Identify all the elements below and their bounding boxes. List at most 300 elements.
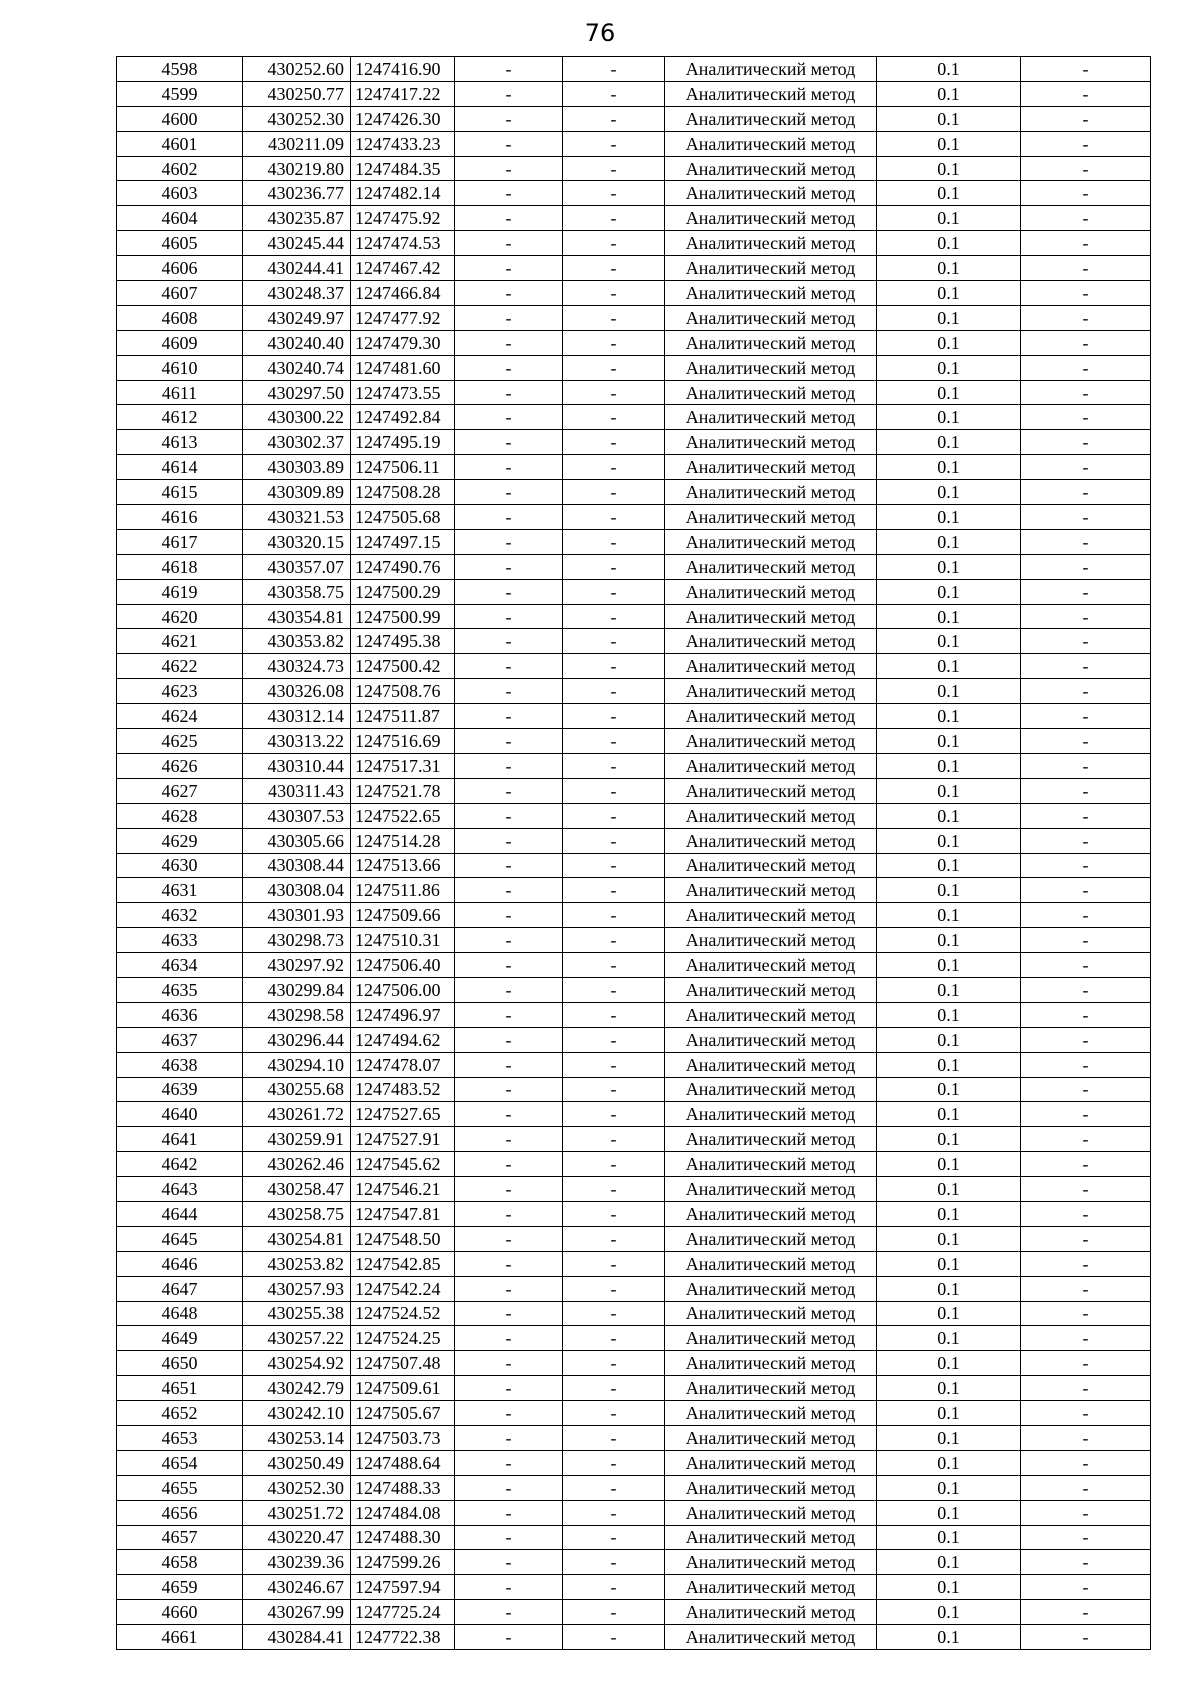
table-row bbox=[117, 1376, 1151, 1401]
dash-cell-2: - bbox=[563, 753, 665, 778]
dash-cell-2: - bbox=[563, 1027, 665, 1052]
dash-cell-2: - bbox=[563, 1575, 665, 1600]
coord-y: 1247482.14 bbox=[351, 181, 455, 206]
table-row bbox=[117, 405, 1151, 430]
table-row bbox=[117, 1102, 1151, 1127]
dash-cell-1: - bbox=[455, 505, 563, 530]
dash-cell-3: - bbox=[1021, 231, 1151, 256]
point-number: 4614 bbox=[117, 455, 243, 480]
dash-cell-1: - bbox=[455, 256, 563, 281]
coord-x: 430235.87 bbox=[243, 206, 351, 231]
table-row bbox=[117, 1276, 1151, 1301]
method-cell: Аналитический метод bbox=[665, 1102, 877, 1127]
dash-cell-1: - bbox=[455, 1052, 563, 1077]
coord-y: 1247511.86 bbox=[351, 878, 455, 903]
dash-cell-2: - bbox=[563, 1600, 665, 1625]
dash-cell-2: - bbox=[563, 1177, 665, 1202]
method-cell: Аналитический метод bbox=[665, 1351, 877, 1376]
coord-y: 1247521.78 bbox=[351, 778, 455, 803]
dash-cell-3: - bbox=[1021, 1450, 1151, 1475]
coord-y: 1247506.40 bbox=[351, 953, 455, 978]
dash-cell-3: - bbox=[1021, 1401, 1151, 1426]
method-cell: Аналитический метод bbox=[665, 1027, 877, 1052]
point-number: 4631 bbox=[117, 878, 243, 903]
dash-cell-3: - bbox=[1021, 405, 1151, 430]
coord-y: 1247547.81 bbox=[351, 1201, 455, 1226]
dash-cell-1: - bbox=[455, 380, 563, 405]
accuracy-cell: 0.1 bbox=[877, 1152, 1021, 1177]
coord-x: 430311.43 bbox=[243, 778, 351, 803]
point-number: 4605 bbox=[117, 231, 243, 256]
table-row bbox=[117, 1027, 1151, 1052]
method-cell: Аналитический метод bbox=[665, 1450, 877, 1475]
point-number: 4619 bbox=[117, 579, 243, 604]
dash-cell-2: - bbox=[563, 256, 665, 281]
dash-cell-2: - bbox=[563, 1326, 665, 1351]
coord-y: 1247497.15 bbox=[351, 529, 455, 554]
point-number: 4604 bbox=[117, 206, 243, 231]
table-row bbox=[117, 1450, 1151, 1475]
dash-cell-2: - bbox=[563, 1401, 665, 1426]
point-number: 4613 bbox=[117, 430, 243, 455]
point-number: 4630 bbox=[117, 853, 243, 878]
dash-cell-1: - bbox=[455, 231, 563, 256]
table-row bbox=[117, 1425, 1151, 1450]
coord-y: 1247507.48 bbox=[351, 1351, 455, 1376]
dash-cell-3: - bbox=[1021, 1177, 1151, 1202]
table-row bbox=[117, 903, 1151, 928]
dash-cell-2: - bbox=[563, 106, 665, 131]
dash-cell-1: - bbox=[455, 579, 563, 604]
accuracy-cell: 0.1 bbox=[877, 1052, 1021, 1077]
coord-y: 1247466.84 bbox=[351, 281, 455, 306]
coord-x: 430297.92 bbox=[243, 953, 351, 978]
dash-cell-3: - bbox=[1021, 355, 1151, 380]
point-number: 4620 bbox=[117, 604, 243, 629]
dash-cell-3: - bbox=[1021, 1052, 1151, 1077]
dash-cell-1: - bbox=[455, 604, 563, 629]
coord-x: 430296.44 bbox=[243, 1027, 351, 1052]
dash-cell-3: - bbox=[1021, 1351, 1151, 1376]
point-number: 4637 bbox=[117, 1027, 243, 1052]
accuracy-cell: 0.1 bbox=[877, 1475, 1021, 1500]
accuracy-cell: 0.1 bbox=[877, 1326, 1021, 1351]
method-cell: Аналитический метод bbox=[665, 1575, 877, 1600]
dash-cell-1: - bbox=[455, 953, 563, 978]
dash-cell-1: - bbox=[455, 455, 563, 480]
dash-cell-3: - bbox=[1021, 1475, 1151, 1500]
table-row bbox=[117, 106, 1151, 131]
method-cell: Аналитический метод bbox=[665, 1152, 877, 1177]
accuracy-cell: 0.1 bbox=[877, 330, 1021, 355]
dash-cell-3: - bbox=[1021, 903, 1151, 928]
coord-y: 1247505.67 bbox=[351, 1401, 455, 1426]
coord-x: 430261.72 bbox=[243, 1102, 351, 1127]
method-cell: Аналитический метод bbox=[665, 480, 877, 505]
dash-cell-1: - bbox=[455, 753, 563, 778]
point-number: 4629 bbox=[117, 828, 243, 853]
coord-y: 1247522.65 bbox=[351, 803, 455, 828]
coord-y: 1247508.76 bbox=[351, 679, 455, 704]
accuracy-cell: 0.1 bbox=[877, 430, 1021, 455]
method-cell: Аналитический метод bbox=[665, 430, 877, 455]
point-number: 4628 bbox=[117, 803, 243, 828]
table-row bbox=[117, 1077, 1151, 1102]
coord-x: 430253.82 bbox=[243, 1251, 351, 1276]
point-number: 4658 bbox=[117, 1550, 243, 1575]
table-row bbox=[117, 1475, 1151, 1500]
coord-x: 430259.91 bbox=[243, 1127, 351, 1152]
coord-y: 1247516.69 bbox=[351, 729, 455, 754]
coord-y: 1247500.99 bbox=[351, 604, 455, 629]
point-number: 4634 bbox=[117, 953, 243, 978]
dash-cell-3: - bbox=[1021, 455, 1151, 480]
table-row bbox=[117, 928, 1151, 953]
accuracy-cell: 0.1 bbox=[877, 579, 1021, 604]
coord-x: 430297.50 bbox=[243, 380, 351, 405]
point-number: 4660 bbox=[117, 1600, 243, 1625]
coord-x: 430242.10 bbox=[243, 1401, 351, 1426]
table-row bbox=[117, 131, 1151, 156]
dash-cell-1: - bbox=[455, 480, 563, 505]
dash-cell-1: - bbox=[455, 1450, 563, 1475]
coord-y: 1247477.92 bbox=[351, 305, 455, 330]
coord-y: 1247416.90 bbox=[351, 57, 455, 82]
coord-x: 430298.58 bbox=[243, 1002, 351, 1027]
table-row bbox=[117, 828, 1151, 853]
dash-cell-3: - bbox=[1021, 1102, 1151, 1127]
coord-x: 430244.41 bbox=[243, 256, 351, 281]
method-cell: Аналитический метод bbox=[665, 455, 877, 480]
dash-cell-1: - bbox=[455, 704, 563, 729]
coord-y: 1247527.91 bbox=[351, 1127, 455, 1152]
coord-y: 1247509.66 bbox=[351, 903, 455, 928]
method-cell: Аналитический метод bbox=[665, 57, 877, 82]
page-number: 76 bbox=[584, 19, 616, 47]
dash-cell-3: - bbox=[1021, 953, 1151, 978]
method-cell: Аналитический метод bbox=[665, 231, 877, 256]
table-row bbox=[117, 853, 1151, 878]
dash-cell-1: - bbox=[455, 281, 563, 306]
dash-cell-3: - bbox=[1021, 430, 1151, 455]
dash-cell-3: - bbox=[1021, 778, 1151, 803]
dash-cell-1: - bbox=[455, 853, 563, 878]
coord-x: 430308.44 bbox=[243, 853, 351, 878]
dash-cell-3: - bbox=[1021, 480, 1151, 505]
table-row bbox=[117, 281, 1151, 306]
coord-y: 1247492.84 bbox=[351, 405, 455, 430]
coord-x: 430220.47 bbox=[243, 1525, 351, 1550]
coord-y: 1247722.38 bbox=[351, 1625, 455, 1650]
table-row bbox=[117, 1251, 1151, 1276]
coord-x: 430257.22 bbox=[243, 1326, 351, 1351]
dash-cell-3: - bbox=[1021, 753, 1151, 778]
accuracy-cell: 0.1 bbox=[877, 1027, 1021, 1052]
table-row bbox=[117, 1351, 1151, 1376]
coord-x: 430252.30 bbox=[243, 1475, 351, 1500]
dash-cell-1: - bbox=[455, 156, 563, 181]
dash-cell-2: - bbox=[563, 231, 665, 256]
accuracy-cell: 0.1 bbox=[877, 1077, 1021, 1102]
coord-x: 430307.53 bbox=[243, 803, 351, 828]
dash-cell-2: - bbox=[563, 1226, 665, 1251]
coord-y: 1247517.31 bbox=[351, 753, 455, 778]
method-cell: Аналитический метод bbox=[665, 878, 877, 903]
point-number: 4621 bbox=[117, 629, 243, 654]
coord-x: 430298.73 bbox=[243, 928, 351, 953]
dash-cell-3: - bbox=[1021, 604, 1151, 629]
dash-cell-2: - bbox=[563, 579, 665, 604]
dash-cell-3: - bbox=[1021, 1002, 1151, 1027]
dash-cell-3: - bbox=[1021, 281, 1151, 306]
coord-y: 1247484.08 bbox=[351, 1500, 455, 1525]
dash-cell-1: - bbox=[455, 1575, 563, 1600]
accuracy-cell: 0.1 bbox=[877, 1550, 1021, 1575]
table-row bbox=[117, 181, 1151, 206]
method-cell: Аналитический метод bbox=[665, 1475, 877, 1500]
method-cell: Аналитический метод bbox=[665, 1326, 877, 1351]
coord-x: 430258.75 bbox=[243, 1201, 351, 1226]
coord-y: 1247505.68 bbox=[351, 505, 455, 530]
point-number: 4603 bbox=[117, 181, 243, 206]
dash-cell-2: - bbox=[563, 1052, 665, 1077]
dash-cell-1: - bbox=[455, 1177, 563, 1202]
dash-cell-2: - bbox=[563, 505, 665, 530]
dash-cell-2: - bbox=[563, 1251, 665, 1276]
dash-cell-2: - bbox=[563, 928, 665, 953]
point-number: 4608 bbox=[117, 305, 243, 330]
dash-cell-3: - bbox=[1021, 81, 1151, 106]
coord-x: 430321.53 bbox=[243, 505, 351, 530]
coord-y: 1247509.61 bbox=[351, 1376, 455, 1401]
dash-cell-1: - bbox=[455, 1475, 563, 1500]
coord-y: 1247524.25 bbox=[351, 1326, 455, 1351]
accuracy-cell: 0.1 bbox=[877, 1301, 1021, 1326]
point-number: 4615 bbox=[117, 480, 243, 505]
coord-x: 430301.93 bbox=[243, 903, 351, 928]
coord-x: 430326.08 bbox=[243, 679, 351, 704]
dash-cell-3: - bbox=[1021, 181, 1151, 206]
dash-cell-1: - bbox=[455, 977, 563, 1002]
coord-x: 430303.89 bbox=[243, 455, 351, 480]
accuracy-cell: 0.1 bbox=[877, 305, 1021, 330]
coord-y: 1247488.30 bbox=[351, 1525, 455, 1550]
dash-cell-2: - bbox=[563, 554, 665, 579]
method-cell: Аналитический метод bbox=[665, 206, 877, 231]
coord-x: 430251.72 bbox=[243, 1500, 351, 1525]
accuracy-cell: 0.1 bbox=[877, 928, 1021, 953]
dash-cell-1: - bbox=[455, 1251, 563, 1276]
accuracy-cell: 0.1 bbox=[877, 554, 1021, 579]
coord-x: 430242.79 bbox=[243, 1376, 351, 1401]
table-row bbox=[117, 729, 1151, 754]
method-cell: Аналитический метод bbox=[665, 1127, 877, 1152]
method-cell: Аналитический метод bbox=[665, 803, 877, 828]
point-number: 4626 bbox=[117, 753, 243, 778]
coordinates-table bbox=[116, 56, 1151, 1650]
coord-x: 430267.99 bbox=[243, 1600, 351, 1625]
dash-cell-3: - bbox=[1021, 1152, 1151, 1177]
dash-cell-2: - bbox=[563, 903, 665, 928]
accuracy-cell: 0.1 bbox=[877, 256, 1021, 281]
method-cell: Аналитический метод bbox=[665, 1052, 877, 1077]
point-number: 4616 bbox=[117, 505, 243, 530]
point-number: 4618 bbox=[117, 554, 243, 579]
point-number: 4633 bbox=[117, 928, 243, 953]
point-number: 4610 bbox=[117, 355, 243, 380]
dash-cell-3: - bbox=[1021, 704, 1151, 729]
point-number: 4599 bbox=[117, 81, 243, 106]
coord-y: 1247494.62 bbox=[351, 1027, 455, 1052]
dash-cell-1: - bbox=[455, 1525, 563, 1550]
dash-cell-3: - bbox=[1021, 57, 1151, 82]
point-number: 4632 bbox=[117, 903, 243, 928]
table-row bbox=[117, 604, 1151, 629]
dash-cell-2: - bbox=[563, 629, 665, 654]
dash-cell-3: - bbox=[1021, 1226, 1151, 1251]
method-cell: Аналитический метод bbox=[665, 1425, 877, 1450]
dash-cell-1: - bbox=[455, 405, 563, 430]
dash-cell-1: - bbox=[455, 1201, 563, 1226]
coord-x: 430302.37 bbox=[243, 430, 351, 455]
coord-x: 430305.66 bbox=[243, 828, 351, 853]
coord-x: 430299.84 bbox=[243, 977, 351, 1002]
coord-y: 1247508.28 bbox=[351, 480, 455, 505]
table-row bbox=[117, 231, 1151, 256]
dash-cell-2: - bbox=[563, 380, 665, 405]
accuracy-cell: 0.1 bbox=[877, 953, 1021, 978]
dash-cell-3: - bbox=[1021, 1625, 1151, 1650]
method-cell: Аналитический метод bbox=[665, 305, 877, 330]
coord-x: 430254.92 bbox=[243, 1351, 351, 1376]
point-number: 4659 bbox=[117, 1575, 243, 1600]
dash-cell-2: - bbox=[563, 1625, 665, 1650]
method-cell: Аналитический метод bbox=[665, 778, 877, 803]
dash-cell-1: - bbox=[455, 1326, 563, 1351]
accuracy-cell: 0.1 bbox=[877, 231, 1021, 256]
coord-y: 1247542.24 bbox=[351, 1276, 455, 1301]
coord-x: 430248.37 bbox=[243, 281, 351, 306]
dash-cell-2: - bbox=[563, 57, 665, 82]
dash-cell-3: - bbox=[1021, 505, 1151, 530]
table-row bbox=[117, 654, 1151, 679]
table-row bbox=[117, 1152, 1151, 1177]
coord-x: 430324.73 bbox=[243, 654, 351, 679]
dash-cell-2: - bbox=[563, 704, 665, 729]
dash-cell-1: - bbox=[455, 1226, 563, 1251]
dash-cell-2: - bbox=[563, 1002, 665, 1027]
table-row bbox=[117, 1127, 1151, 1152]
coord-x: 430255.68 bbox=[243, 1077, 351, 1102]
point-number: 4600 bbox=[117, 106, 243, 131]
table-row bbox=[117, 977, 1151, 1002]
coord-y: 1247478.07 bbox=[351, 1052, 455, 1077]
dash-cell-3: - bbox=[1021, 1326, 1151, 1351]
dash-cell-3: - bbox=[1021, 729, 1151, 754]
coord-y: 1247548.50 bbox=[351, 1226, 455, 1251]
table-row bbox=[117, 1525, 1151, 1550]
dash-cell-3: - bbox=[1021, 928, 1151, 953]
table-row bbox=[117, 1226, 1151, 1251]
method-cell: Аналитический метод bbox=[665, 1002, 877, 1027]
coord-x: 430312.14 bbox=[243, 704, 351, 729]
table-row bbox=[117, 505, 1151, 530]
coord-y: 1247433.23 bbox=[351, 131, 455, 156]
method-cell: Аналитический метод bbox=[665, 828, 877, 853]
point-number: 4636 bbox=[117, 1002, 243, 1027]
coord-x: 430240.74 bbox=[243, 355, 351, 380]
coord-y: 1247475.92 bbox=[351, 206, 455, 231]
method-cell: Аналитический метод bbox=[665, 1077, 877, 1102]
method-cell: Аналитический метод bbox=[665, 928, 877, 953]
accuracy-cell: 0.1 bbox=[877, 1226, 1021, 1251]
coord-y: 1247495.38 bbox=[351, 629, 455, 654]
accuracy-cell: 0.1 bbox=[877, 106, 1021, 131]
dash-cell-1: - bbox=[455, 131, 563, 156]
coord-y: 1247496.97 bbox=[351, 1002, 455, 1027]
coord-x: 430358.75 bbox=[243, 579, 351, 604]
dash-cell-2: - bbox=[563, 1152, 665, 1177]
point-number: 4653 bbox=[117, 1425, 243, 1450]
dash-cell-1: - bbox=[455, 1027, 563, 1052]
method-cell: Аналитический метод bbox=[665, 1201, 877, 1226]
coord-x: 430240.40 bbox=[243, 330, 351, 355]
dash-cell-3: - bbox=[1021, 1376, 1151, 1401]
method-cell: Аналитический метод bbox=[665, 1251, 877, 1276]
point-number: 4601 bbox=[117, 131, 243, 156]
table-row bbox=[117, 579, 1151, 604]
dash-cell-3: - bbox=[1021, 1600, 1151, 1625]
coord-y: 1247542.85 bbox=[351, 1251, 455, 1276]
table-row bbox=[117, 430, 1151, 455]
coord-y: 1247599.26 bbox=[351, 1550, 455, 1575]
method-cell: Аналитический метод bbox=[665, 1177, 877, 1202]
point-number: 4652 bbox=[117, 1401, 243, 1426]
point-number: 4654 bbox=[117, 1450, 243, 1475]
accuracy-cell: 0.1 bbox=[877, 729, 1021, 754]
dash-cell-3: - bbox=[1021, 554, 1151, 579]
coord-y: 1247479.30 bbox=[351, 330, 455, 355]
dash-cell-1: - bbox=[455, 803, 563, 828]
table-row bbox=[117, 1201, 1151, 1226]
dash-cell-2: - bbox=[563, 654, 665, 679]
dash-cell-2: - bbox=[563, 529, 665, 554]
dash-cell-2: - bbox=[563, 480, 665, 505]
dash-cell-3: - bbox=[1021, 529, 1151, 554]
dash-cell-1: - bbox=[455, 1102, 563, 1127]
accuracy-cell: 0.1 bbox=[877, 1127, 1021, 1152]
dash-cell-1: - bbox=[455, 903, 563, 928]
coord-y: 1247500.42 bbox=[351, 654, 455, 679]
dash-cell-2: - bbox=[563, 1301, 665, 1326]
table-row bbox=[117, 330, 1151, 355]
coord-y: 1247500.29 bbox=[351, 579, 455, 604]
dash-cell-1: - bbox=[455, 81, 563, 106]
accuracy-cell: 0.1 bbox=[877, 1177, 1021, 1202]
table-row bbox=[117, 953, 1151, 978]
table-row bbox=[117, 1326, 1151, 1351]
accuracy-cell: 0.1 bbox=[877, 704, 1021, 729]
accuracy-cell: 0.1 bbox=[877, 480, 1021, 505]
coordinates-table-body bbox=[117, 57, 1151, 1650]
dash-cell-1: - bbox=[455, 1376, 563, 1401]
accuracy-cell: 0.1 bbox=[877, 853, 1021, 878]
dash-cell-2: - bbox=[563, 729, 665, 754]
dash-cell-3: - bbox=[1021, 1077, 1151, 1102]
point-number: 4607 bbox=[117, 281, 243, 306]
table-row bbox=[117, 1177, 1151, 1202]
method-cell: Аналитический метод bbox=[665, 554, 877, 579]
